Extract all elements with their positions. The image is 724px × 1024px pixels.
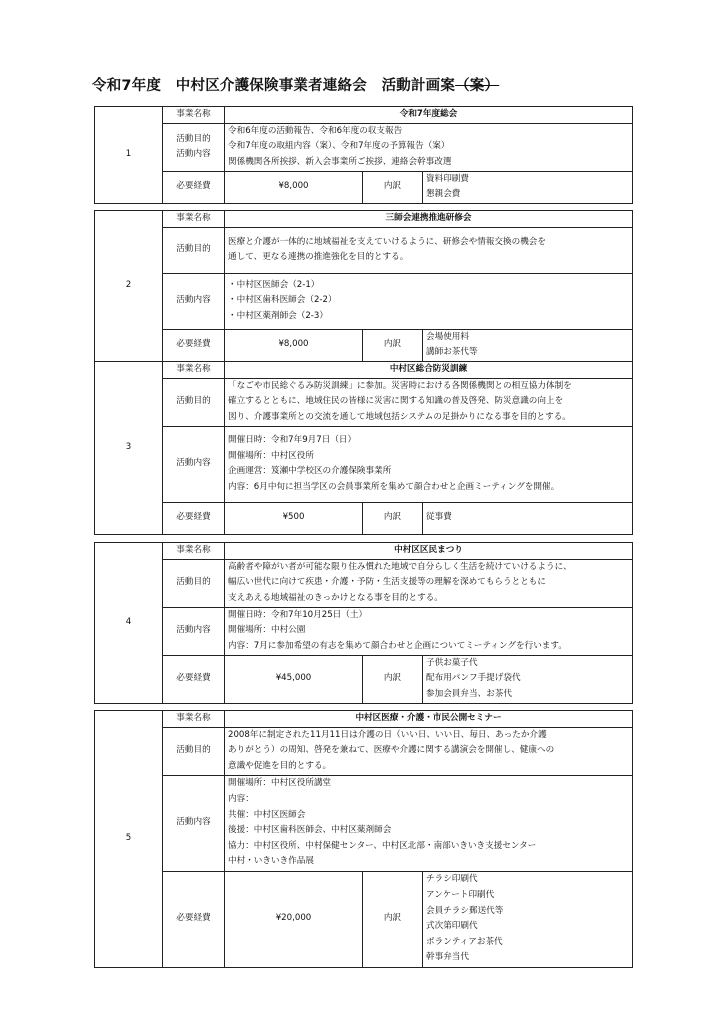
- expense-label: 必要経費: [163, 171, 225, 203]
- name-label: 事業名称: [163, 543, 225, 560]
- breakdown-list: チラシ印刷代 アンケート印刷代 会員チラシ郵送代等 式次第印刷代 ボランティアお茶代 幹事弁当代: [423, 871, 633, 967]
- expense-value: ¥8,000: [225, 171, 363, 203]
- breakdown-list: 会場使用料 講師お茶代等: [423, 329, 633, 361]
- expense-label: 必要経費: [163, 502, 225, 534]
- content-label: 活動内容: [163, 426, 225, 502]
- expense-value: ¥20,000: [225, 871, 363, 967]
- name-label: 事業名称: [163, 711, 225, 728]
- page-title: [92, 74, 499, 95]
- name-label: 事業名称: [163, 362, 225, 379]
- purpose-label: 活動目的: [163, 559, 225, 607]
- plan-table-2: [94, 210, 633, 362]
- page-title-main: 令和7年度 中村区介護保険事業者連絡会 活動計画案: [92, 78, 456, 94]
- breakdown-label: 内訳: [363, 329, 423, 361]
- plan-table-1: [94, 106, 633, 204]
- purpose-label: 活動目的: [163, 727, 225, 775]
- plan-name: 令和7年度総会: [225, 107, 633, 124]
- expense-label: 必要経費: [163, 871, 225, 967]
- purpose-text: 医療と介護が一体的に地域福祉を支えていけるように、研修会や情報交換の機会を 通して、更なる連携の推進強化を目的とする。: [225, 227, 633, 273]
- purpose-text: 2008年に制定された11月11日は介護の日（いい日、いい日、毎日、あったか介護 ありがとう）の周知、啓発を兼ねて、医療や介護に関する講演会を開催し、健康への 意識や促進を目的とする。: [225, 727, 633, 775]
- purpose-text: 高齢者や障がい者が可能な限り住み慣れた地域で自分らしく生活を続けていけるように、 幅広い世代に向けて疾患・介護・予防・生活支援等の理解を深めてもらうとともに 支えあえる地域福祉のきっかけとなる事を目的とする。: [225, 559, 633, 607]
- purpose-content-label: 活動目的 活動内容: [163, 123, 225, 171]
- content-label: 活動内容: [163, 607, 225, 655]
- breakdown-list: 子供お菓子代 配布用パンフ手提げ袋代 参加会員弁当、お茶代: [423, 655, 633, 703]
- purpose-label: 活動目的: [163, 378, 225, 426]
- breakdown-label: 内訳: [363, 502, 423, 534]
- name-label: 事業名称: [163, 211, 225, 228]
- breakdown-label: 内訳: [363, 871, 423, 967]
- breakdown-list: 資料印刷費 懇親会費: [423, 171, 633, 203]
- plan-table-5: [94, 710, 633, 968]
- plan-number: 5: [95, 711, 163, 968]
- content-text: 開催日時：令和7年9月7日（日） 開催場所：中村区役所 企画運営：笈瀬中学校区の介護保険事業所 内容：6月中旬に担当学区の会員事業所を集めて顔合わせと企画ミーティングを開催。: [225, 426, 633, 502]
- plan-number: 1: [95, 107, 163, 204]
- name-label: 事業名称: [163, 107, 225, 124]
- plan-number: 2: [95, 211, 163, 362]
- breakdown-label: 内訳: [363, 171, 423, 203]
- expense-value: ¥500: [225, 502, 363, 534]
- content-text: 開催場所：中村区役所講堂 内容： 共催：中村区医師会 後援：中村区歯科医師会、中村区薬剤師会 協力：中村区役所、中村保健センター、中村区北部・南部いきいき支援センター 中村・いきいき作品展: [225, 775, 633, 871]
- expense-label: 必要経費: [163, 655, 225, 703]
- purpose-label: 活動目的: [163, 227, 225, 273]
- page-title-struck: （案）: [455, 78, 500, 94]
- plan-name: 中村区区民まつり: [225, 543, 633, 560]
- expense-label: 必要経費: [163, 329, 225, 361]
- content-text: 開催日時：令和7年10月25日（土） 開催場所：中村公園 内容：7月に参加希望の有志を集めて顔合わせと企画についてミーティングを行います。: [225, 607, 633, 655]
- expense-value: ¥8,000: [225, 329, 363, 361]
- content-label: 活動内容: [163, 775, 225, 871]
- breakdown-label: 内訳: [363, 655, 423, 703]
- plan-number: 3: [95, 362, 163, 535]
- plan-number: 4: [95, 543, 163, 704]
- plan-name: 三師会連携推進研修会: [225, 211, 633, 228]
- breakdown-list: 従事費: [423, 502, 633, 534]
- expense-value: ¥45,000: [225, 655, 363, 703]
- purpose-text: 「なごや市民総ぐるみ防災訓練」に参加。災害時における各関係機関との相互協力体制を 確立するとともに、地域住民の皆様に災害に関する知識の普及啓発、防災意識の向上を 図り、介護事業所との交流を通して地域包括システムの足掛かりになる事を目的とする。: [225, 378, 633, 426]
- content-label: 活動内容: [163, 273, 225, 329]
- plan-name: 中村区医療・介護・市民公開セミナー: [225, 711, 633, 728]
- plan-table-3: [94, 361, 633, 535]
- plan-table-4: [94, 542, 633, 704]
- plan-name: 中村区総合防災訓練: [225, 362, 633, 379]
- purpose-content-text: 令和6年度の活動報告、令和6年度の収支報告 令和7年度の取組内容（案）、令和7年度の予算報告（案） 関係機関各所挨拶、新入会事業所ご挨拶、連絡会幹事改選: [225, 123, 633, 171]
- content-text: ・中村区医師会（2-1） ・中村区歯科医師会（2-2） ・中村区薬剤師会（2-3）: [225, 273, 633, 329]
